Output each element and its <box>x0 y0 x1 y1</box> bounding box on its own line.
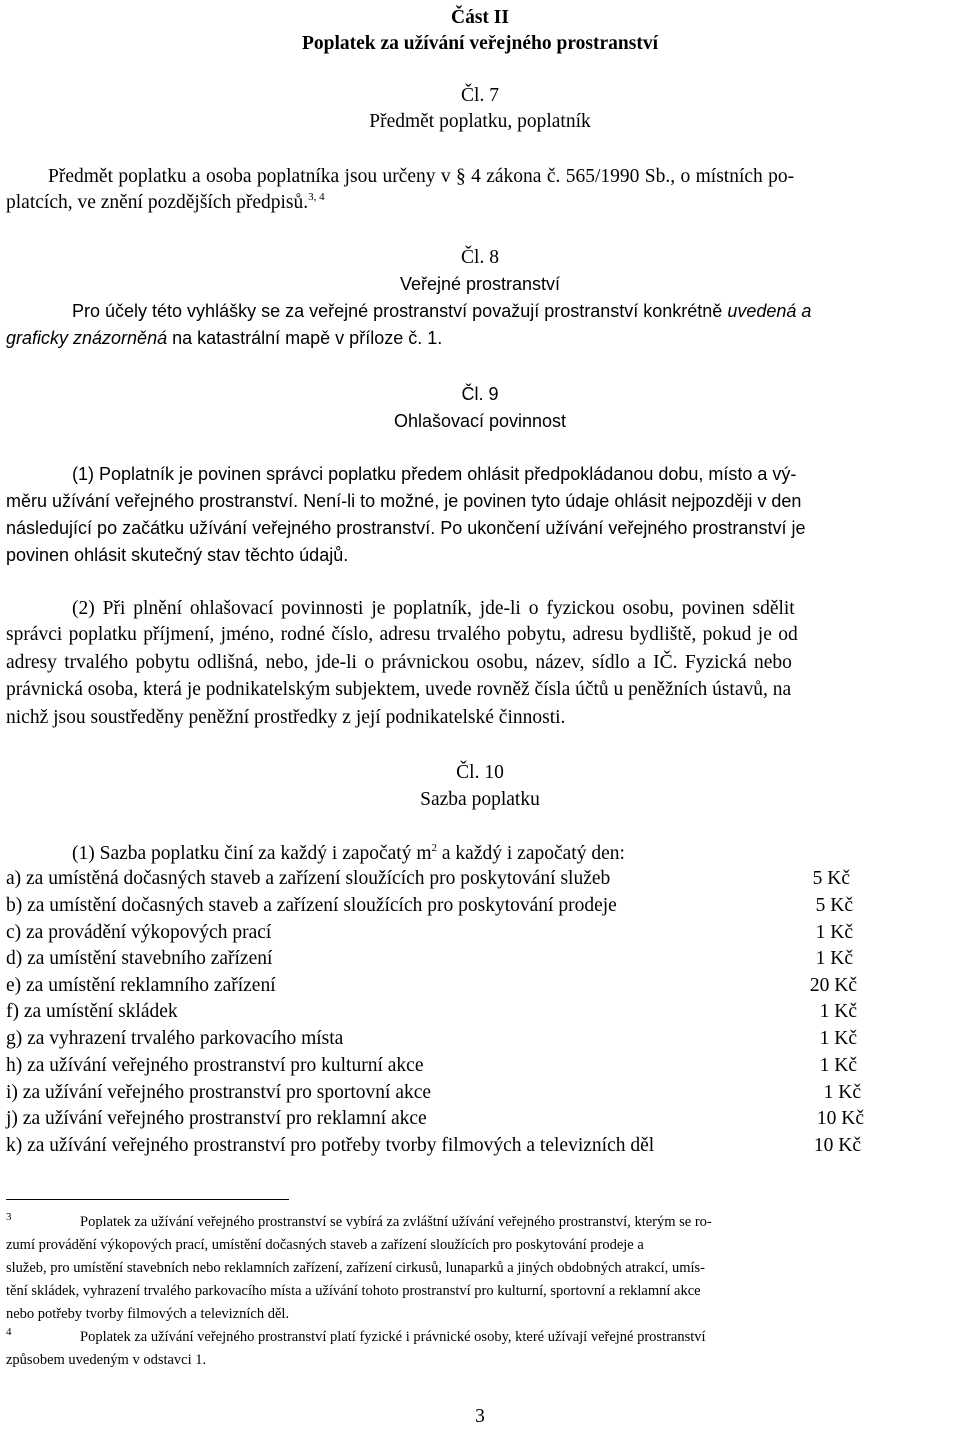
cl9-p1-line3: následující po začátku užívání veřejného prostranství. Po ukončení užívání veřejného prostranství je <box>6 518 806 538</box>
rate-amount: 5 Kč <box>812 868 850 889</box>
rate-row <box>6 920 271 946</box>
rate-label: j) za užívání veřejného prostranství pro reklamní akce <box>6 1108 427 1129</box>
rate-row <box>6 999 178 1025</box>
rate-label: d) za umístění stavebního zařízení <box>6 948 273 969</box>
rate-amount: 1 Kč <box>819 1055 857 1076</box>
footnote-3-line1: Poplatek za užívání veřejného prostranství se vybírá za zvláštní užívání veřejného prostranství, kterým se ro- <box>80 1214 712 1230</box>
cl10-intro-text: (1) Sazba poplatku činí za každý i započatý m <box>72 843 432 864</box>
rate-label: k) za užívání veřejného prostranství pro potřeby tvorby filmových a televizních děl <box>6 1135 655 1156</box>
rate-amount: 1 Kč <box>823 1082 861 1103</box>
rate-amount: 10 Kč <box>813 1135 861 1156</box>
cl9-title: Ohlašovací povinnost <box>393 411 567 431</box>
cl8-title: Veřejné prostranství <box>399 274 561 294</box>
rate-row <box>6 1133 654 1159</box>
rate-label: h) za užívání veřejného prostranství pro kulturní akce <box>6 1055 424 1076</box>
rate-label: i) za užívání veřejného prostranství pro sportovní akce <box>6 1082 432 1103</box>
cl7-title: Předmět poplatku, poplatník <box>369 111 591 132</box>
cl7-footnote-ref: 3, 4 <box>308 191 325 203</box>
cl8-line1-text: Pro účely této vyhlášky se za veřejné prostranství považují prostranství konkrétně <box>72 301 728 321</box>
cl7-heading: Čl. 7 <box>461 85 499 106</box>
cl9-p1-line4: povinen ohlásit skutečný stav těchto údajů. <box>6 545 349 565</box>
rate-amount: 5 Kč <box>815 895 853 916</box>
rate-row <box>6 1106 427 1132</box>
rate-row <box>6 1026 343 1052</box>
footnote-separator <box>6 1199 289 1200</box>
footnote-4-number: 4 <box>6 1326 12 1338</box>
rate-row <box>6 893 617 919</box>
rate-row <box>6 1080 431 1106</box>
rate-label: e) za umístění reklamního zařízení <box>6 975 276 996</box>
cl8-line2-italic: graficky znázorněná <box>6 328 168 348</box>
cl8-line2-text: na katastrální mapě v příloze č. 1. <box>167 328 443 348</box>
rate-amount: 1 Kč <box>815 922 853 943</box>
cl8-line1-italic: uvedená a <box>727 301 812 321</box>
footnote-4-line2: způsobem uvedeným v odstavci 1. <box>6 1352 207 1368</box>
rate-label: b) za umístění dočasných staveb a zařízení sloužících pro poskytování prodeje <box>6 895 617 916</box>
part-title: Část II <box>451 7 509 28</box>
footnote-3-line2: zumí provádění výkopových prací, umístění dočasných staveb a zařízení sloužících pro poskytování prodeje a <box>6 1237 644 1253</box>
cl10-heading: Čl. 10 <box>456 762 504 783</box>
rate-label: g) za vyhrazení trvalého parkovacího místa <box>6 1028 344 1049</box>
cl10-title: Sazba poplatku <box>420 789 540 810</box>
cl9-heading: Čl. 9 <box>461 384 499 404</box>
cl8-text-line2 <box>6 325 442 351</box>
cl7-line2-text: platcích, ve znění pozdějších předpisů. <box>6 192 309 213</box>
rate-row <box>6 946 272 972</box>
footnote-3-line3: služeb, pro umístění stavebních nebo reklamních zařízení, zařízení cirkusů, lunaparků a jiných obdobných atrakcí, umís- <box>6 1260 705 1276</box>
rate-amount: 1 Kč <box>815 948 853 969</box>
rate-amount: 1 Kč <box>819 1001 857 1022</box>
cl8-text-line1 <box>72 298 811 324</box>
cl10-intro-text-end: a každý i započatý den: <box>437 843 625 864</box>
rate-label: c) za provádění výkopových prací <box>6 922 272 943</box>
rate-label: f) za umístění skládek <box>6 1001 178 1022</box>
cl9-p2-line5: nichž jsou soustředěny peněžní prostředky z její podnikatelské činnosti. <box>6 707 566 728</box>
cl9-p2-line2: správci poplatku příjmení, jméno, rodné číslo, adresu trvalého pobytu, adresu bydliště, pokud je od <box>6 624 798 645</box>
rate-amount: 10 Kč <box>816 1108 864 1129</box>
rate-row <box>6 973 276 999</box>
cl9-p1-line1: (1) Poplatník je povinen správci poplatku předem ohlásit předpokládanou dobu, místo a vý- <box>72 464 797 484</box>
cl10-intro-superscript: 2 <box>431 842 438 854</box>
rate-row <box>6 866 610 892</box>
footnote-3-line4: tění skládek, vyhrazení trvalého parkovacího místa a užívání tohoto prostranství pro kulturní, sportovní a reklamní akce <box>6 1283 701 1299</box>
page-number: 3 <box>475 1406 485 1427</box>
rate-label: a) za umístěná dočasných staveb a zařízení sloužících pro poskytování služeb <box>6 868 611 889</box>
part-subtitle: Poplatek za užívání veřejného prostranství <box>301 33 659 54</box>
rate-amount: 1 Kč <box>819 1028 857 1049</box>
footnote-4-line1: Poplatek za užívání veřejného prostranství platí fyzické i právnické osoby, které užívají veřejné prostranství <box>80 1329 706 1345</box>
rate-amount: 20 Kč <box>809 975 857 996</box>
cl9-p2-line1: (2) Při plnění ohlašovací povinnosti je poplatník, jde-li o fyzickou osobu, povinen sdělit <box>72 598 795 619</box>
footnote-3-number: 3 <box>6 1211 12 1223</box>
cl7-text-line1: Předmět poplatku a osoba poplatníka jsou určeny v § 4 zákona č. 565/1990 Sb., o místních po- <box>48 166 795 187</box>
cl9-p1-line2: měru užívání veřejného prostranství. Není-li to možné, je povinen tyto údaje ohlásit nejpozději v den <box>6 491 802 511</box>
rate-row <box>6 1053 423 1079</box>
cl7-text-line2 <box>6 190 325 218</box>
cl10-intro <box>72 841 625 869</box>
footnote-3-line5: nebo potřeby tvorby filmových a televizních děl. <box>6 1306 290 1322</box>
cl8-heading: Čl. 8 <box>461 247 499 268</box>
cl9-p2-line3: adresy trvalého pobytu odlišná, nebo, jde-li o právnickou osobu, název, sídlo a IČ. Fyzická nebo <box>6 652 792 673</box>
cl9-p2-line4: právnická osoba, která je podnikatelským subjektem, uvede rovněž čísla účtů u peněžních ústavů, na <box>6 679 792 700</box>
